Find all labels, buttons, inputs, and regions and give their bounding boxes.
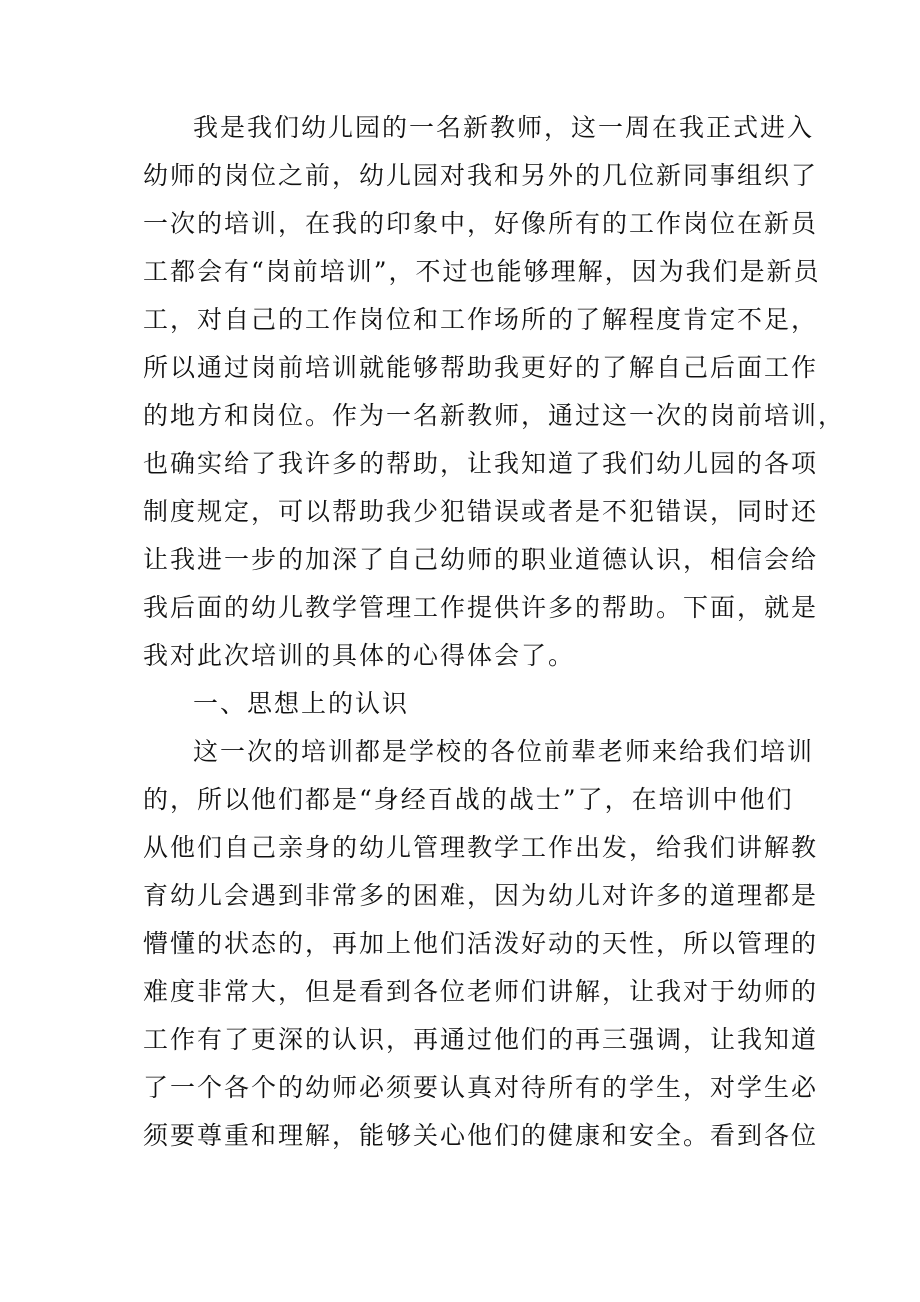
paragraph-thoughts <box>143 728 819 1160</box>
paragraph-line: 这一次的培训都是学校的各位前辈老师来给我们培训 <box>193 737 815 766</box>
paragraph-line: 了一个各个的幼师必须要认真对待所有的学生，对学生必 <box>143 1073 819 1102</box>
paragraph-line: 从他们自己亲身的幼儿管理教学工作出发，给我们讲解教 <box>143 833 819 862</box>
paragraph-intro <box>143 104 846 680</box>
paragraph-line: 工都会有“岗前培训”，不过也能够理解，因为我们是新员 <box>143 257 821 286</box>
paragraph-line: 须要尊重和理解，能够关心他们的健康和安全。看到各位 <box>143 1121 819 1150</box>
paragraph-line: 我对此次培训的具体的心得体会了。 <box>143 641 576 670</box>
paragraph-line: 懵懂的状态的，再加上他们活泼好动的天性，所以管理的 <box>143 929 819 958</box>
paragraph-line: 的地方和岗位。作为一名新教师，通过这一次的岗前培训， <box>143 401 846 430</box>
paragraph-line: 的，所以他们都是“身经百战的战士”了，在培训中他们 <box>143 785 794 814</box>
paragraph-line: 制度规定，可以帮助我少犯错误或者是不犯错误，同时还 <box>143 497 819 526</box>
paragraph-line: 一次的培训，在我的印象中，好像所有的工作岗位在新员 <box>143 209 819 238</box>
paragraph-line: 我后面的幼儿教学管理工作提供许多的帮助。下面，就是 <box>143 593 819 622</box>
paragraph-line: 育幼儿会遇到非常多的困难，因为幼儿对许多的道理都是 <box>143 881 819 910</box>
paragraph-line: 幼师的岗位之前，幼儿园对我和另外的几位新同事组织了 <box>143 161 819 190</box>
paragraph-line: 工，对自己的工作岗位和工作场所的了解程度肯定不足， <box>143 305 819 334</box>
paragraph-line: 工作有了更深的认识，再通过他们的再三强调，让我知道 <box>143 1025 819 1054</box>
paragraph-line: 难度非常大，但是看到各位老师们讲解，让我对于幼师的 <box>143 977 819 1006</box>
paragraph-line: 也确实给了我许多的帮助，让我知道了我们幼儿园的各项 <box>143 449 819 478</box>
document-body <box>143 104 846 1160</box>
section-heading: 一、思想上的认识 <box>193 689 410 718</box>
paragraph-line: 所以通过岗前培训就能够帮助我更好的了解自己后面工作 <box>143 353 819 382</box>
paragraph-line: 让我进一步的加深了自己幼师的职业道德认识，相信会给 <box>143 545 819 574</box>
paragraph-line: 我是我们幼儿园的一名新教师，这一周在我正式进入 <box>193 113 815 142</box>
